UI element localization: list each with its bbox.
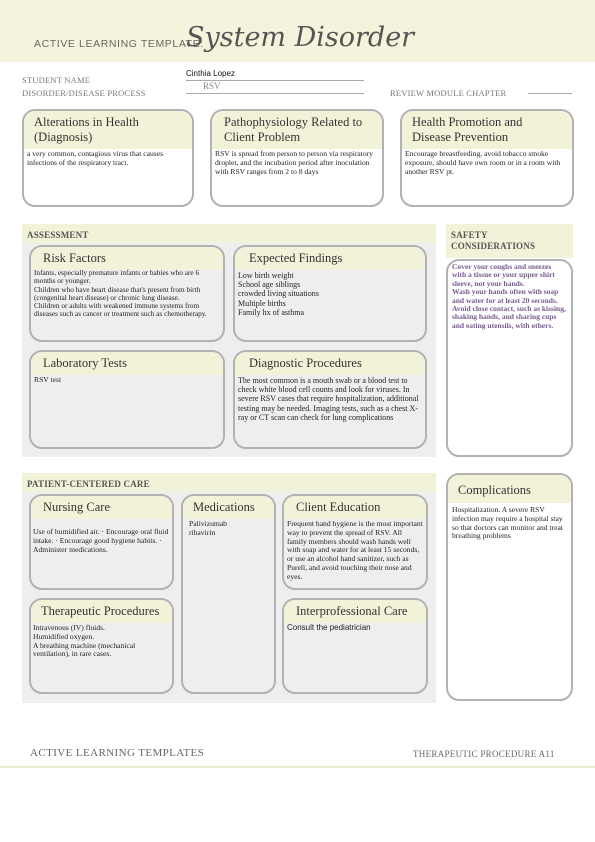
review-module-label: REVIEW MODULE CHAPTER [390,88,507,98]
footer-left: ACTIVE LEARNING TEMPLATES [30,747,205,759]
alterations-box [22,109,194,207]
interprofessional-care-title: Interprofessional Care [284,600,426,623]
template-prefix: ACTIVE LEARNING TEMPLATE: [34,38,204,50]
complications-box [446,473,573,701]
medications-title: Medications [183,496,274,519]
risk-factors-box [29,245,225,342]
interprofessional-care-box [282,598,428,694]
diagnostic-procedures-title: Diagnostic Procedures [235,352,425,375]
assessment-heading: ASSESSMENT [22,224,436,243]
expected-findings-title: Expected Findings [235,247,425,270]
disorder-field[interactable]: RSV [203,81,221,91]
nursing-care-text[interactable]: Use of humidified air. · Encourage oral fluid intake. · Encourage good hygiene habits. · Administer medications. [33,527,169,554]
pathophysiology-text[interactable]: RSV is spread from person to person via respiratory droplet, and the incubation period after inoculation with RSV ranges from 2 to 8 days [215,149,374,176]
safety-box [446,259,573,457]
pathophysiology-box [210,109,384,207]
alterations-title: Alterations in Health (Diagnosis) [24,111,192,149]
client-education-text[interactable]: Frequent hand hygiene is the most important way to prevent the spread of RSV. All family members should wash hands well with soap and water for at least 15 seconds, or use an alcohol hand sanitizer, such as Purell, and avoid touching their nose and eyes. [287,519,423,581]
patient-care-heading: PATIENT-CENTERED CARE [22,473,436,492]
footer-divider [0,766,595,768]
nursing-care-title: Nursing Care [31,496,172,519]
footer-right: THERAPEUTIC PROCEDURE A11 [413,749,555,759]
complications-text[interactable]: Hospitalization. A severe RSV infection may require a hospital stay so that doctors can monitor and treat breathing problems [452,505,563,541]
disorder-underline [186,93,364,94]
student-name-field[interactable]: Cinthia Lopez [186,69,235,78]
safety-heading: SAFETY CONSIDERATIONS [446,224,573,258]
risk-factors-title: Risk Factors [31,247,223,270]
expected-findings-text[interactable]: Low birth weight School age siblings crowded living situations Multiple births Family hx of asthma [238,271,319,317]
pathophysiology-title: Pathophysiology Related to Client Problem [212,111,382,149]
lab-tests-box [29,350,225,449]
disorder-label: DISORDER/DISEASE PROCESS [22,88,146,98]
health-promotion-text[interactable]: Encourage breastfeeding, avoid tobacco smoke exposure, should have own room or in a room with another RSV pt. [405,149,561,176]
health-promotion-title: Health Promotion and Disease Prevention [402,111,572,149]
therapeutic-procedures-text[interactable]: Intravenous (IV) fluids. Humidified oxygen. A breathing machine (mechanical ventilation), in rare cases. [33,623,136,659]
lab-tests-text[interactable]: RSV test [34,375,62,384]
review-module-underline [528,93,572,94]
student-name-label: STUDENT NAME [22,75,91,85]
safety-text[interactable]: Cover your coughs and sneezes with a tissue or your upper shirt sleeve, not your hands. Wash your hands often with soap and water for at least 20 seconds. Avoid close contact, such as kissing, shaking hands, and sharing cups and eating utensils, with others. [452,262,566,330]
client-education-title: Client Education [284,496,426,519]
therapeutic-procedures-box [29,598,174,694]
diagnostic-procedures-text[interactable]: The most common is a mouth swab or a blood test to check white blood cell counts and look for viruses. In severe RSV cases that require hospitalization, additional testing may be needed. Imaging tests, such as a chest X-ray or CT scan can check for lung complications [238,376,419,422]
lab-tests-title: Laboratory Tests [31,352,223,375]
medications-box [181,494,276,694]
therapeutic-procedures-title: Therapeutic Procedures [31,600,172,623]
client-education-box [282,494,428,590]
interprofessional-care-text[interactable]: Consult the pediatrician [287,623,371,632]
template-title: System Disorder [186,22,415,53]
medications-text[interactable]: Palivizumab ribavirin [189,519,227,537]
risk-factors-text[interactable]: Infants, especially premature infants or babies who are 6 months or younger. Children who have heart disease that's present from birth (congenital heart disease) or chronic lung disease. Children or adults with weakened immune systems from diseases such as cancer or treatment such as chemotherapy. [34,268,207,319]
expected-findings-box [233,245,427,342]
nursing-care-box [29,494,174,590]
health-promotion-box [400,109,574,207]
alterations-text[interactable]: a very common, contagious virus that causes infections of the respiratory tract. [27,149,164,167]
complications-title: Complications [448,475,571,503]
diagnostic-procedures-box [233,350,427,449]
